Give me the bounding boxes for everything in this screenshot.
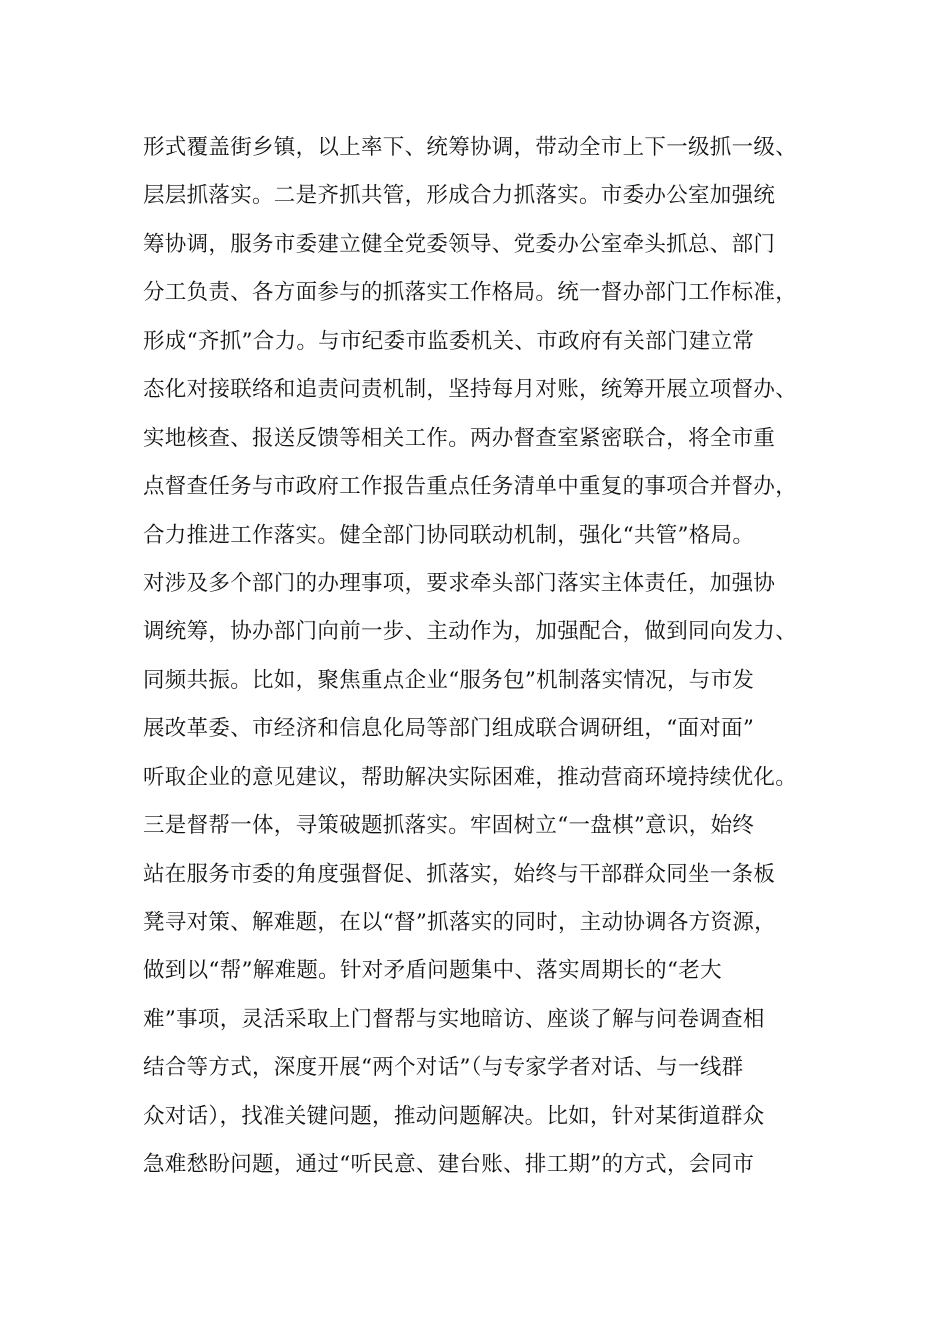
text-line: 站在服务市委的角度强督促、抓落实，始终与干部群众同坐一条板: [143, 861, 776, 887]
text-line: 层层抓落实。二是齐抓共管，形成合力抓落实。市委办公室加强统: [143, 183, 776, 209]
text-line: 对涉及多个部门的办理事项，要求牵头部门落实主体责任，加强协: [143, 570, 776, 596]
text-line: 形式覆盖街乡镇，以上率下、统筹协调，带动全市上下一级抓一级、: [143, 135, 798, 160]
text-line: 凳寻对策、解难题，在以“督”抓落实的同时，主动协调各方资源，: [143, 910, 776, 935]
text-line: 同频共振。比如，聚焦重点企业“服务包”机制落实情况，与市发: [143, 667, 755, 693]
text-line: 点督查任务与市政府工作报告重点任务清单中重复的事项合并督办，: [143, 474, 798, 500]
text-line: 三是督帮一体，寻策破题抓落实。牢固树立“一盘棋”意识，始终: [143, 813, 755, 839]
text-line: 态化对接联络和追责问责机制，坚持每月对账，统筹开展立项督办、: [143, 377, 798, 403]
text-line: 实地核查、报送反馈等相关工作。两办督查室紧密联合，将全市重: [143, 425, 776, 451]
text-line: 众对话），找准关键问题，推动问题解决。比如，针对某街道群众: [143, 1103, 765, 1129]
text-line: 展改革委、市经济和信息化局等部门组成联合调研组，“面对面”: [143, 716, 755, 742]
text-line: 形成“齐抓”合力。与市纪委市监委机关、市政府有关部门建立常: [143, 328, 755, 354]
body-paragraph: [143, 124, 843, 1190]
text-line: 筹协调，服务市委建立健全党委领导、党委办公室牵头抓总、部门: [143, 231, 776, 257]
text-line: 分工负责、各方面参与的抓落实工作格局。统一督办部门工作标准，: [143, 280, 798, 306]
text-line: 急难愁盼问题，通过“听民意、建台账、排工期”的方式，会同市: [143, 1152, 755, 1178]
text-line: 听取企业的意见建议，帮助解决实际困难，推动营商环境持续优化。: [143, 764, 798, 790]
text-line: 难”事项，灵活采取上门督帮与实地暗访、座谈了解与问卷调查相: [143, 1006, 765, 1032]
text-line: 结合等方式，深度开展“两个对话”（与专家学者对话、与一线群: [143, 1055, 744, 1081]
text-line: 调统筹，协办部门向前一步、主动作为，加强配合，做到同向发力、: [143, 619, 798, 645]
text-line: 合力推进工作落实。健全部门协同联动机制，强化“共管”格局。: [143, 522, 755, 548]
text-line: 做到以“帮”解难题。针对矛盾问题集中、落实周期长的“老大: [143, 958, 722, 984]
